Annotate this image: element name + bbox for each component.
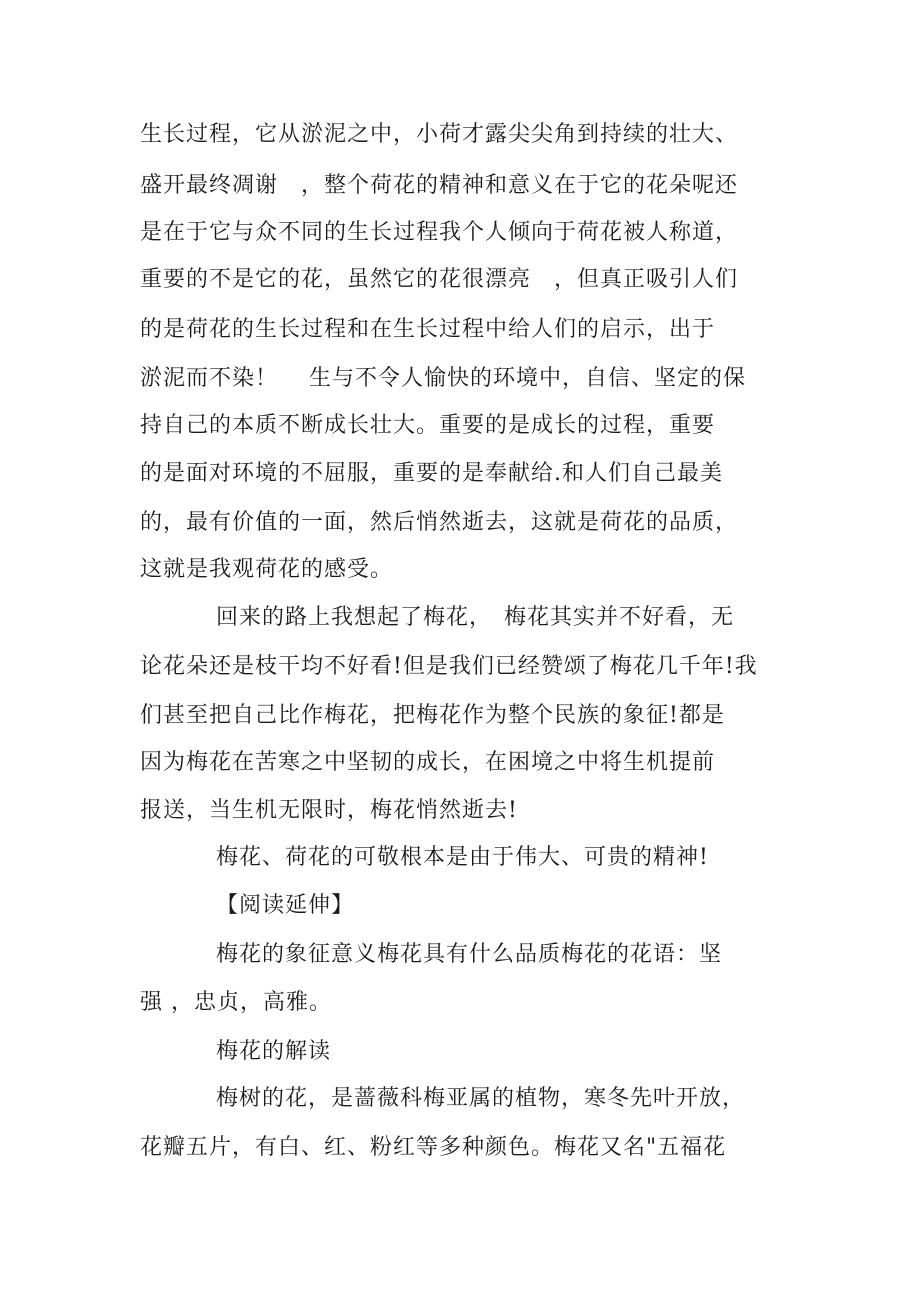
text-line: 的是面对环境的不屈服，重要的是奉献给.和人们自己最美: [140, 461, 723, 486]
paragraph-start-line: 回来的路上我想起了梅花， 梅花其实并不好看，无: [216, 605, 735, 630]
paragraph-start-line: 梅花的象征意义梅花具有什么品质梅花的花语：坚: [216, 942, 723, 967]
text-line: 们甚至把自己比作梅花，把梅花作为整个民族的象征!都是: [140, 703, 725, 728]
text-line: 持自己的本质不断成长壮大。重要的是成长的过程，重要: [140, 413, 716, 438]
text-line: 强 ，忠贞，高雅。: [140, 990, 332, 1015]
paragraph-start-line: 梅花、荷花的可敬根本是由于伟大、可贵的精神!: [216, 845, 709, 870]
text-line: 重要的不是它的花，虽然它的花很漂亮 ，但真正吸引人们: [140, 267, 739, 292]
text-line: 盛开最终凋谢 ，整个荷花的精神和意义在于它的花朵呢还: [140, 173, 739, 198]
text-line: 的是荷花的生长过程和在生长过程中给人们的启示，出于: [140, 317, 716, 342]
section-heading: 【阅读延伸】: [216, 893, 355, 918]
paragraph-start-line: 梅树的花，是蔷薇科梅亚属的植物，寒冬先叶开放，: [216, 1086, 746, 1111]
text-line: 这就是我观荷花的感受。: [140, 557, 394, 582]
text-line: 的，最有价值的一面，然后悄然逝去，这就是荷花的品质，: [140, 510, 739, 535]
text-line: 论花朵还是枝干均不好看!但是我们已经赞颂了梅花几千年!我: [140, 654, 758, 679]
text-line: 生长过程，它从淤泥之中，小荷才露尖尖角到持续的壮大、: [140, 122, 739, 147]
text-line: 淤泥而不染！ 生与不令人愉快的环境中，自信、坚定的保: [140, 366, 746, 391]
text-line: 花瓣五片，有白、红、粉红等多种颜色。梅花又名"五福花: [140, 1135, 727, 1160]
text-line: 报送，当生机无限时，梅花悄然逝去!: [140, 798, 518, 823]
text-line: 因为梅花在苦寒之中坚韧的成长，在困境之中将生机提前: [140, 750, 716, 775]
text-line: 是在于它与众不同的生长过程我个人倾向于荷花被人称道，: [140, 220, 739, 245]
subheading-line: 梅花的解读: [216, 1039, 332, 1064]
